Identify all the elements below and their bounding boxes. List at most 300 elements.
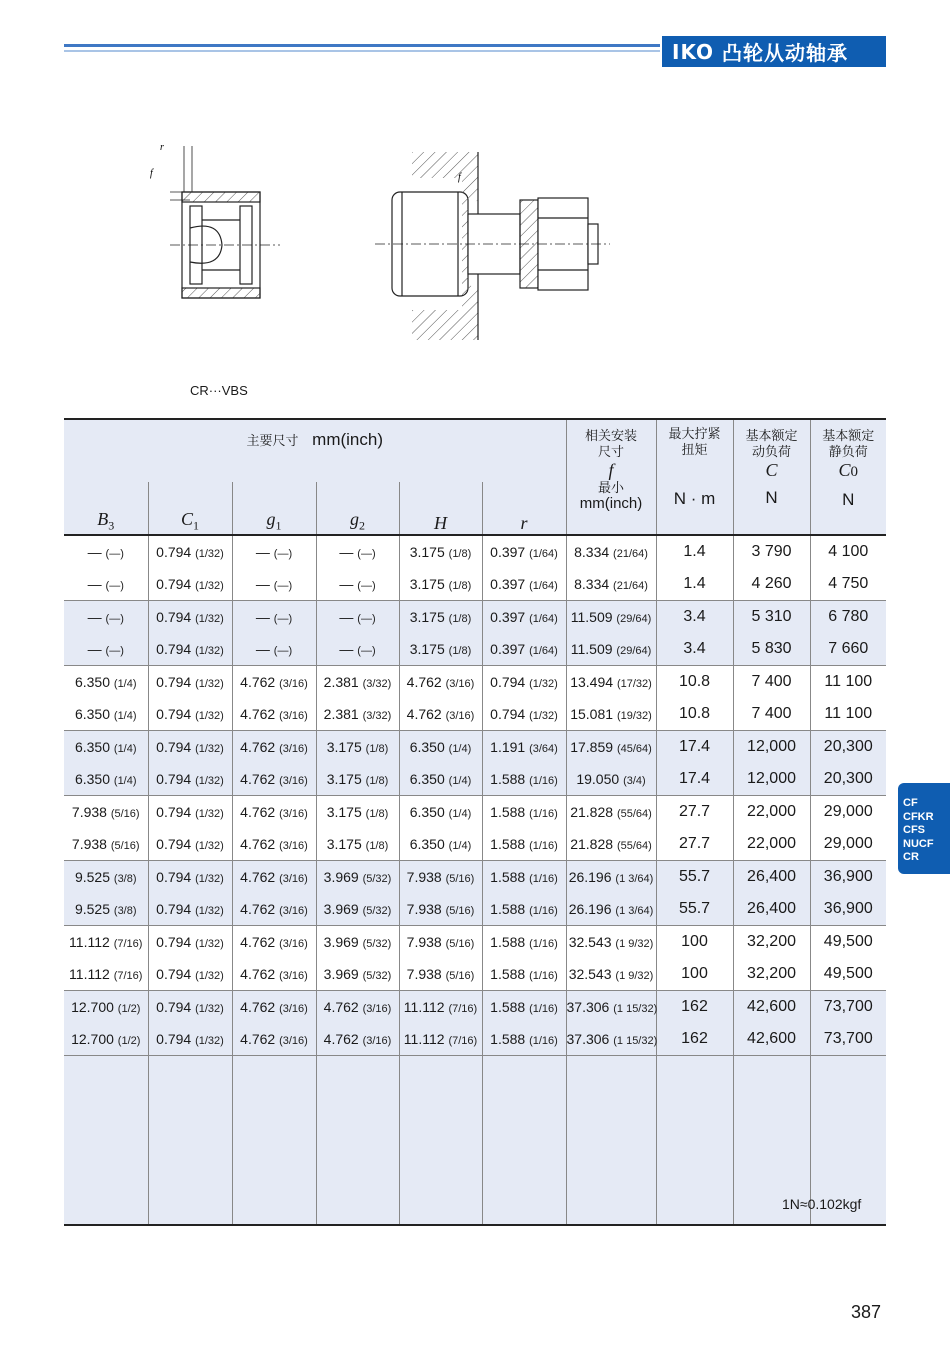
- cell-g2: [316, 796, 399, 829]
- cell-value: 3.969: [323, 934, 359, 950]
- cell-value: 0.794: [156, 739, 192, 755]
- cell-r: [482, 568, 566, 601]
- cell-c0: 11 100: [810, 666, 886, 699]
- cell-c0: 4 100: [810, 535, 886, 568]
- cell-inch-fraction: (3/8): [113, 873, 137, 885]
- cell-inch-fraction: (1/16): [529, 873, 558, 885]
- cell-c0: 7 660: [810, 633, 886, 666]
- static-load-unit: N: [842, 490, 855, 509]
- dimension-label-f-mount: f: [458, 172, 461, 183]
- dynamic-load-unit: N: [765, 488, 778, 507]
- cell-inch-fraction: (3/16): [279, 840, 308, 852]
- cell-f: [566, 568, 656, 601]
- cell-inch-fraction: (—): [105, 548, 124, 560]
- cell-inch-fraction: (—): [105, 613, 124, 625]
- header-rule: [64, 44, 660, 47]
- cell-b3: [64, 991, 148, 1024]
- dimension-label-r: r: [160, 142, 164, 153]
- cell-g1: [232, 535, 316, 568]
- cell-value: 0.794: [490, 706, 526, 722]
- cell-value: 1.588: [490, 1031, 526, 1047]
- cell-inch-fraction: (1/4): [448, 808, 472, 820]
- cell-value: 1.588: [490, 966, 526, 982]
- cell-g1: [232, 763, 316, 796]
- cell-h: [399, 633, 482, 666]
- cell-inch-fraction: (1/8): [365, 743, 389, 755]
- cell-value: 6.350: [74, 771, 111, 787]
- cell-value: 0.794: [156, 544, 192, 560]
- cell-h: [399, 991, 482, 1024]
- table-row: [64, 698, 886, 731]
- cell-value: 0.397: [490, 609, 526, 625]
- cell-inch-fraction: (1/8): [448, 613, 472, 625]
- cell-b3: [64, 633, 148, 666]
- cell-g1: [232, 861, 316, 894]
- cell-g2: [316, 763, 399, 796]
- cell-inch-fraction: (—): [105, 645, 124, 657]
- cell-value: 0.794: [156, 934, 192, 950]
- cell-inch-fraction: (1/8): [448, 580, 472, 592]
- cell-value: 11.112: [69, 966, 110, 982]
- static-load-symbol: C0: [838, 460, 859, 480]
- cell-f: [566, 731, 656, 764]
- dimension-label-f: f: [150, 168, 153, 179]
- cell-value: 2.381: [323, 706, 359, 722]
- cell-value: 13.494: [570, 674, 614, 690]
- torque-title: 最大拧紧扭矩: [668, 426, 721, 457]
- cell-value: 0.794: [156, 901, 192, 917]
- cell-inch-fraction: (1/32): [195, 840, 224, 852]
- cell-value: 1.588: [490, 804, 526, 820]
- cell-value: —: [87, 576, 102, 592]
- cell-inch-fraction: (1/8): [365, 808, 389, 820]
- cell-value: —: [255, 544, 270, 560]
- cell-inch-fraction: (3/16): [279, 775, 308, 787]
- header-rule-light: [64, 50, 660, 52]
- table-row: [64, 828, 886, 861]
- cell-b3: [64, 666, 148, 699]
- cell-f: [566, 796, 656, 829]
- cell-c: 42,600: [733, 991, 810, 1024]
- cell-value: 4.762: [240, 739, 276, 755]
- cell-value: 3.175: [326, 739, 362, 755]
- cell-b3: [64, 731, 148, 764]
- cell-torque: 17.4: [656, 731, 733, 764]
- cell-g1: [232, 796, 316, 829]
- cell-value: 4.762: [240, 901, 276, 917]
- cell-inch-fraction: (1/32): [195, 1003, 224, 1015]
- cell-c: 32,200: [733, 926, 810, 959]
- mount-dim-unit: mm(inch): [579, 495, 643, 512]
- cell-value: 4.762: [323, 1031, 359, 1047]
- cell-g2: [316, 601, 399, 634]
- cell-value: 0.794: [156, 836, 192, 852]
- cell-torque: 1.4: [656, 568, 733, 601]
- cell-c: 7 400: [733, 666, 810, 699]
- col-g1: $g_1$: [232, 482, 316, 535]
- cell-inch-fraction: (3/16): [362, 1035, 392, 1047]
- cell-inch-fraction: (1/32): [529, 710, 558, 722]
- cell-b3: [64, 1023, 148, 1056]
- cell-value: 37.306: [566, 999, 610, 1015]
- cell-torque: 3.4: [656, 633, 733, 666]
- table-row: [64, 861, 886, 894]
- cell-value: 4.762: [323, 999, 359, 1015]
- cell-g1: [232, 633, 316, 666]
- cell-inch-fraction: (7/16): [113, 938, 143, 950]
- cell-value: 9.525: [74, 901, 111, 917]
- cell-value: 15.081: [570, 706, 614, 722]
- cell-inch-fraction: (3/16): [279, 970, 308, 982]
- cell-value: 0.794: [156, 576, 192, 592]
- cell-g2: [316, 991, 399, 1024]
- cell-value: —: [87, 609, 102, 625]
- cell-f: [566, 1023, 656, 1056]
- cell-c0: 20,300: [810, 731, 886, 764]
- cell-c: 12,000: [733, 763, 810, 796]
- cell-b3: [64, 926, 148, 959]
- cell-inch-fraction: (1/32): [195, 873, 224, 885]
- cell-inch-fraction: (1/16): [529, 840, 558, 852]
- cell-inch-fraction: (5/16): [445, 905, 475, 917]
- cell-g1: [232, 698, 316, 731]
- cell-value: 0.794: [156, 1031, 192, 1047]
- cell-r: [482, 731, 566, 764]
- cell-g1: [232, 1023, 316, 1056]
- filler-cell: [566, 1056, 656, 1226]
- cell-c0: 73,700: [810, 991, 886, 1024]
- cell-h: [399, 666, 482, 699]
- table-row: [64, 926, 886, 959]
- cell-inch-fraction: (5/16): [110, 840, 140, 852]
- cell-b3: [64, 828, 148, 861]
- series-tab-cfkr: CFKR: [903, 810, 934, 823]
- cell-value: 0.794: [156, 674, 192, 690]
- cell-h: [399, 796, 482, 829]
- cell-inch-fraction: (1/2): [117, 1003, 141, 1015]
- cell-inch-fraction: (1/4): [448, 840, 472, 852]
- cell-value: 11.509: [570, 609, 613, 625]
- cell-inch-fraction: (3/16): [279, 905, 308, 917]
- cell-r: [482, 535, 566, 568]
- cell-inch-fraction: (1/4): [113, 710, 137, 722]
- cell-value: 4.762: [406, 674, 442, 690]
- cell-value: 0.794: [156, 609, 192, 625]
- cell-inch-fraction: (1/64): [529, 548, 558, 560]
- filler-cell: [316, 1056, 399, 1226]
- cell-torque: 162: [656, 1023, 733, 1056]
- cell-r: [482, 796, 566, 829]
- technical-drawing: [130, 140, 610, 360]
- cell-f: [566, 633, 656, 666]
- cell-inch-fraction: (1/2): [117, 1035, 141, 1047]
- cell-inch-fraction: (1/32): [529, 678, 558, 690]
- cell-f: [566, 828, 656, 861]
- cell-value: 32.543: [568, 934, 612, 950]
- static-load-title: 基本额定静负荷: [822, 428, 875, 459]
- cell-inch-fraction: (1/4): [448, 743, 472, 755]
- cell-inch-fraction: (1 3/64): [615, 905, 654, 917]
- cell-r: [482, 893, 566, 926]
- cell-c1: [148, 828, 232, 861]
- cell-value: 6.350: [409, 771, 445, 787]
- cell-value: 11.112: [403, 999, 445, 1015]
- cell-g1: [232, 828, 316, 861]
- cell-f: [566, 763, 656, 796]
- cell-c0: 4 750: [810, 568, 886, 601]
- cell-inch-fraction: (55/64): [616, 840, 652, 852]
- cell-value: 4.762: [240, 966, 276, 982]
- cell-inch-fraction: (3/16): [279, 808, 308, 820]
- cell-value: 7.938: [406, 966, 442, 982]
- cell-r: [482, 991, 566, 1024]
- cell-value: 6.350: [74, 739, 111, 755]
- cell-value: 4.762: [240, 999, 276, 1015]
- cell-inch-fraction: (3/16): [445, 710, 475, 722]
- series-index-tab[interactable]: [898, 783, 950, 874]
- cell-b3: [64, 893, 148, 926]
- cell-c: 5 310: [733, 601, 810, 634]
- cell-c0: 29,000: [810, 828, 886, 861]
- cell-inch-fraction: (1/32): [195, 645, 224, 657]
- table-row: [64, 633, 886, 666]
- mounting-view: [375, 152, 610, 340]
- cell-g2: [316, 1023, 399, 1056]
- cell-h: [399, 535, 482, 568]
- cell-c: 12,000: [733, 731, 810, 764]
- cell-inch-fraction: (1/32): [195, 938, 224, 950]
- cell-c0: 36,900: [810, 893, 886, 926]
- cell-c0: 29,000: [810, 796, 886, 829]
- cell-inch-fraction: (45/64): [616, 743, 652, 755]
- cell-value: 6.350: [409, 836, 445, 852]
- cell-h: [399, 763, 482, 796]
- cell-inch-fraction: (3/4): [623, 775, 646, 787]
- mount-dim-header: [566, 419, 656, 535]
- table-row: [64, 958, 886, 991]
- cell-f: [566, 861, 656, 894]
- cell-c1: [148, 568, 232, 601]
- cell-g1: [232, 601, 316, 634]
- cell-inch-fraction: (1/32): [195, 548, 224, 560]
- cell-inch-fraction: (1/8): [365, 775, 389, 787]
- cell-inch-fraction: (5/16): [445, 873, 475, 885]
- cell-value: 4.762: [240, 706, 276, 722]
- series-tab-cfs: CFS: [903, 824, 925, 836]
- cell-value: 0.794: [156, 869, 192, 885]
- table-row: [64, 601, 886, 634]
- cell-f: [566, 535, 656, 568]
- cell-c: 3 790: [733, 535, 810, 568]
- cell-inch-fraction: (1/4): [448, 775, 472, 787]
- cell-c1: [148, 666, 232, 699]
- cell-h: [399, 861, 482, 894]
- cell-inch-fraction: (3/16): [279, 1035, 308, 1047]
- cell-g2: [316, 666, 399, 699]
- table-row: [64, 893, 886, 926]
- cell-inch-fraction: (3/32): [362, 710, 392, 722]
- cell-inch-fraction: (5/32): [362, 873, 392, 885]
- cell-inch-fraction: (3/32): [362, 678, 392, 690]
- cell-inch-fraction: (1 9/32): [615, 970, 654, 982]
- cell-g2: [316, 535, 399, 568]
- filler-cell: [232, 1056, 316, 1226]
- cell-inch-fraction: (1/32): [195, 743, 224, 755]
- torque-unit: N · m: [673, 489, 716, 508]
- cell-inch-fraction: (3/16): [279, 938, 308, 950]
- cell-b3: [64, 568, 148, 601]
- cell-f: [566, 601, 656, 634]
- cell-inch-fraction: (1/16): [529, 775, 558, 787]
- cell-value: 0.794: [156, 706, 192, 722]
- cell-c1: [148, 731, 232, 764]
- cell-c1: [148, 958, 232, 991]
- cell-torque: 27.7: [656, 828, 733, 861]
- cell-g2: [316, 958, 399, 991]
- cell-inch-fraction: (1/8): [448, 548, 472, 560]
- cell-g2: [316, 861, 399, 894]
- cell-value: 1.588: [490, 999, 526, 1015]
- series-tab-cf: CF: [903, 797, 918, 809]
- cell-b3: [64, 535, 148, 568]
- main-dimensions-header: [64, 419, 566, 482]
- cell-value: —: [339, 641, 354, 657]
- cell-r: [482, 698, 566, 731]
- section-title: 凸轮从动轴承: [722, 41, 849, 65]
- cell-inch-fraction: (3/16): [445, 678, 475, 690]
- table-row: [64, 1023, 886, 1056]
- cell-value: —: [255, 641, 270, 657]
- cell-g2: [316, 568, 399, 601]
- cell-f: [566, 926, 656, 959]
- cell-value: 21.828: [570, 804, 614, 820]
- cell-g1: [232, 666, 316, 699]
- cell-value: 2.381: [323, 674, 359, 690]
- cell-g2: [316, 926, 399, 959]
- cell-c1: [148, 633, 232, 666]
- cell-value: —: [87, 641, 102, 657]
- dynamic-load-symbol: C: [765, 460, 778, 480]
- cell-r: [482, 601, 566, 634]
- cell-value: 0.794: [156, 771, 192, 787]
- cell-inch-fraction: (1/4): [113, 743, 137, 755]
- cell-h: [399, 893, 482, 926]
- col-b3: $B_3$: [64, 482, 148, 535]
- cell-inch-fraction: (19/32): [616, 710, 652, 722]
- cell-value: 3.969: [323, 869, 359, 885]
- col-c1: $C_1$: [148, 482, 232, 535]
- cell-g1: [232, 731, 316, 764]
- cell-torque: 55.7: [656, 893, 733, 926]
- cell-h: [399, 601, 482, 634]
- cell-g2: [316, 828, 399, 861]
- main-dimensions-unit: mm(inch): [312, 430, 383, 449]
- cell-g2: [316, 731, 399, 764]
- cell-value: 12.700: [71, 999, 114, 1015]
- cell-c1: [148, 698, 232, 731]
- cell-value: 1.588: [490, 869, 526, 885]
- dimension-table: [64, 418, 886, 1226]
- cell-value: 1.191: [490, 739, 526, 755]
- cell-inch-fraction: (1/32): [195, 613, 224, 625]
- cell-torque: 1.4: [656, 535, 733, 568]
- cell-inch-fraction: (5/16): [110, 808, 140, 820]
- table-row: [64, 535, 886, 568]
- cell-r: [482, 958, 566, 991]
- cell-value: 19.050: [576, 771, 620, 787]
- table-filler-row: [64, 1056, 886, 1226]
- dynamic-load-title: 基本额定动负荷: [745, 428, 798, 459]
- cell-g1: [232, 926, 316, 959]
- main-dimensions-title: 主要尺寸: [246, 433, 299, 448]
- cell-inch-fraction: (1/4): [113, 775, 137, 787]
- cell-c1: [148, 535, 232, 568]
- table-row: [64, 666, 886, 699]
- cell-value: 11.112: [403, 1031, 445, 1047]
- cell-value: —: [255, 609, 270, 625]
- cell-value: 6.350: [409, 804, 445, 820]
- cell-c0: 6 780: [810, 601, 886, 634]
- cell-value: 4.762: [240, 869, 276, 885]
- cell-torque: 3.4: [656, 601, 733, 634]
- cell-torque: 162: [656, 991, 733, 1024]
- cell-inch-fraction: (1/32): [195, 710, 224, 722]
- cell-inch-fraction: (55/64): [616, 808, 652, 820]
- cell-value: 6.350: [409, 739, 445, 755]
- table-row: [64, 991, 886, 1024]
- cell-value: 3.175: [326, 804, 362, 820]
- cell-value: 21.828: [570, 836, 614, 852]
- filler-cell: [656, 1056, 733, 1226]
- table-row: [64, 796, 886, 829]
- cell-inch-fraction: (—): [273, 548, 293, 560]
- unit-conversion-note: 1N≈0.102kgf: [782, 1196, 862, 1212]
- cell-inch-fraction: (3/64): [529, 743, 558, 755]
- cell-value: 3.175: [326, 771, 362, 787]
- cell-inch-fraction: (—): [357, 548, 376, 560]
- cell-f: [566, 893, 656, 926]
- cell-inch-fraction: (1/16): [529, 970, 558, 982]
- header-title-box: [662, 36, 886, 67]
- cell-value: 0.397: [490, 544, 526, 560]
- cell-g1: [232, 958, 316, 991]
- cell-h: [399, 958, 482, 991]
- cell-value: 9.525: [74, 869, 111, 885]
- cell-torque: 10.8: [656, 666, 733, 699]
- cell-inch-fraction: (3/16): [279, 873, 308, 885]
- cell-b3: [64, 958, 148, 991]
- col-h: H: [399, 482, 482, 535]
- cell-r: [482, 861, 566, 894]
- cell-value: 26.196: [568, 869, 612, 885]
- cell-h: [399, 828, 482, 861]
- cell-inch-fraction: (1/32): [195, 678, 224, 690]
- cell-g2: [316, 633, 399, 666]
- cell-r: [482, 666, 566, 699]
- cell-value: 4.762: [240, 804, 276, 820]
- brand-logo: IKO: [672, 39, 715, 64]
- static-load-header: [810, 419, 886, 535]
- cell-torque: 100: [656, 958, 733, 991]
- dynamic-load-header: [733, 419, 810, 535]
- cell-inch-fraction: (3/16): [279, 678, 308, 690]
- mount-dim-symbol: f: [608, 460, 614, 480]
- cell-inch-fraction: (7/16): [448, 1035, 478, 1047]
- cell-value: 17.859: [570, 739, 614, 755]
- cell-h: [399, 1023, 482, 1056]
- cell-value: 1.588: [490, 836, 526, 852]
- cell-c1: [148, 601, 232, 634]
